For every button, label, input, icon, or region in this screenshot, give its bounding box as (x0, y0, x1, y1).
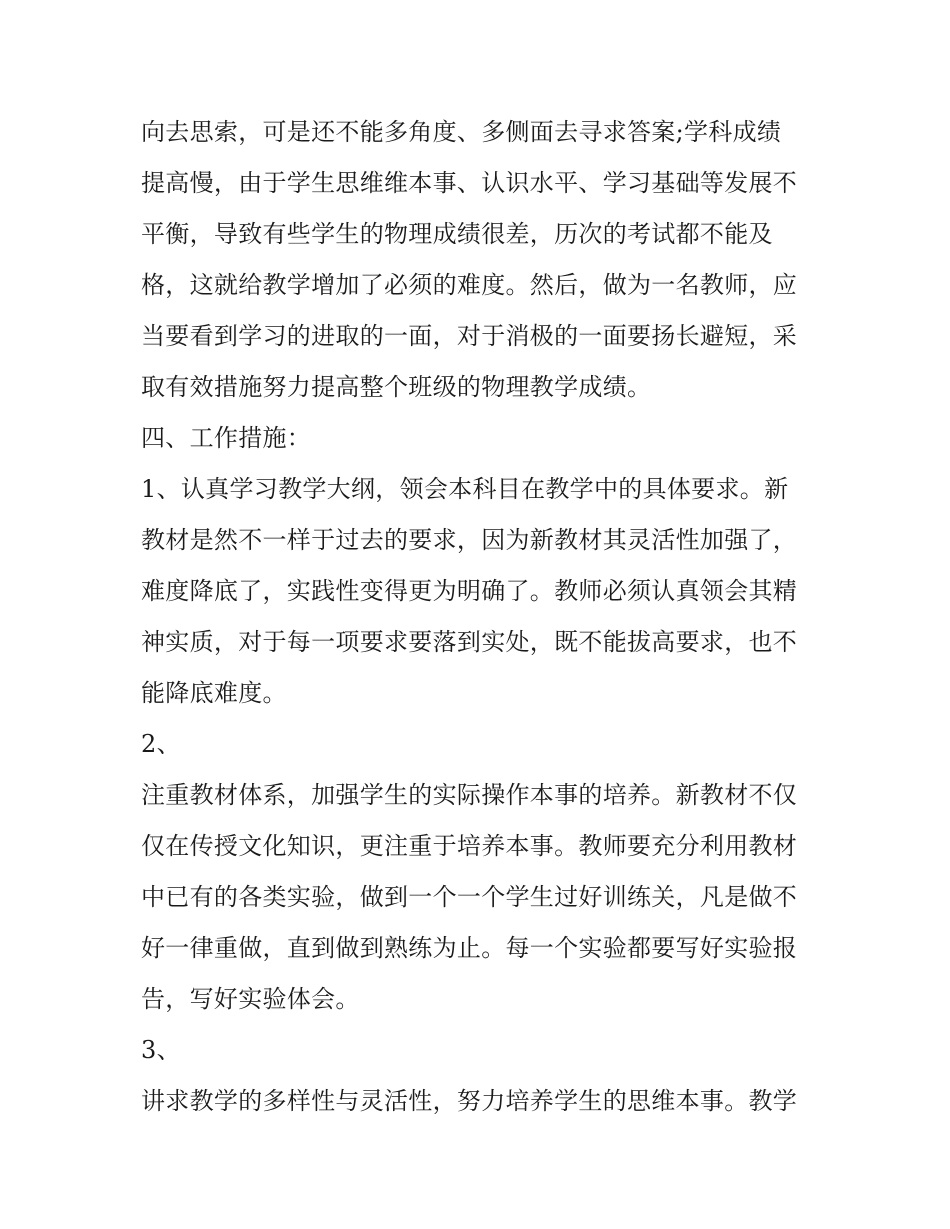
section-heading: 四、工作措施： (141, 424, 312, 452)
text-line: 注重教材体系，加强学生的实际操作本事的培养。新教材不仅 (141, 781, 798, 809)
list-number: 2、 (141, 730, 181, 758)
text-line: 提高慢，由于学生思维维本事、认识水平、学习基础等发展不 (141, 169, 798, 197)
text-line: 当要看到学习的进取的一面，对于消极的一面要扬长避短，采 (141, 322, 798, 350)
text-line: 神实质，对于每一项要求要落到实处，既不能拔高要求，也不 (141, 628, 798, 656)
list-number: 3、 (141, 1036, 181, 1064)
text-line: 取有效措施努力提高整个班级的物理教学成绩。 (141, 373, 652, 401)
text-line: 讲求教学的多样性与灵活性，努力培养学生的思维本事。教学 (141, 1087, 798, 1115)
text-line: 向去思索，可是还不能多角度、多侧面去寻求答案;学科成绩 (141, 118, 782, 146)
text-line: 难度降底了，实践性变得更为明确了。教师必须认真领会其精 (141, 577, 798, 605)
text-line: 中已有的各类实验，做到一个一个学生过好训练关，凡是做不 (141, 883, 798, 911)
text-line: 平衡，导致有些学生的物理成绩很差，历次的考试都不能及 (141, 220, 773, 248)
text-line: 好一律重做，直到做到熟练为止。每一个实验都要写好实验报 (141, 934, 798, 962)
text-line: 教材是然不一样于过去的要求，因为新教材其灵活性加强了， (141, 526, 798, 554)
text-line: 仅在传授文化知识，更注重于培养本事。教师要充分利用教材 (141, 832, 798, 860)
text-line: 告，写好实验体会。 (141, 985, 360, 1013)
document-body (141, 107, 821, 1127)
text-line: 能降底难度。 (141, 679, 287, 707)
text-line: 格，这就给教学增加了必须的难度。然后，做为一名教师，应 (141, 271, 798, 299)
text-line: 1、认真学习教学大纲，领会本科目在教学中的具体要求。新 (141, 475, 789, 503)
